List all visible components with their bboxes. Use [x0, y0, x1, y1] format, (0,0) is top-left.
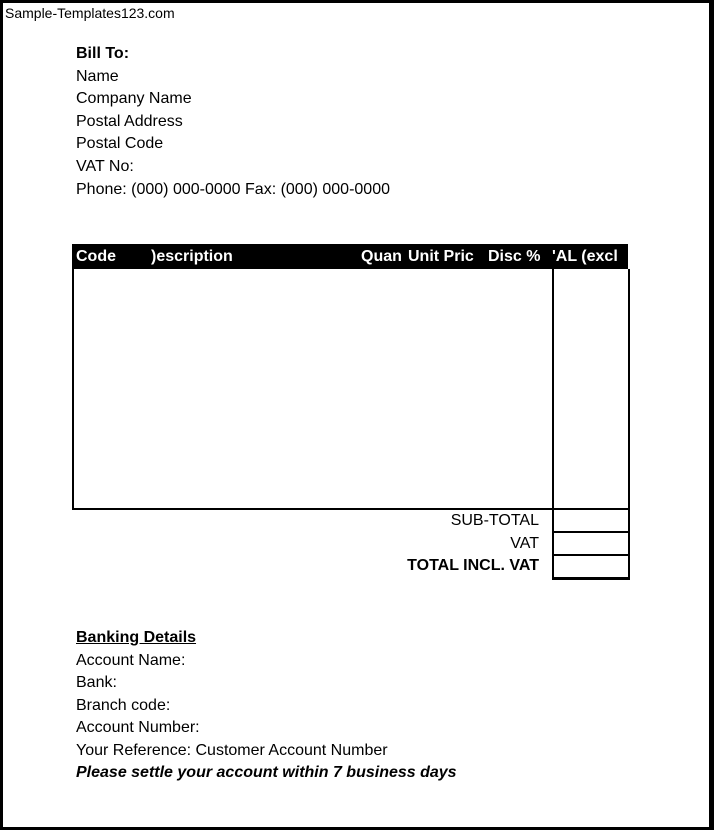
banking-details-section — [76, 627, 457, 785]
bill-to-postal-address: Postal Address — [76, 112, 183, 130]
banking-heading: Banking Details — [76, 629, 197, 646]
vat-label: VAT — [510, 535, 539, 552]
column-header-description: )escription — [151, 248, 233, 265]
table-bottom-border — [72, 508, 553, 510]
subtotal-label: SUB-TOTAL — [450, 512, 539, 529]
watermark: Sample-Templates123.com — [5, 5, 175, 21]
payment-terms-note: Please settle your account within 7 business days — [76, 764, 457, 781]
invoice-page — [3, 3, 709, 827]
table-header — [72, 244, 628, 269]
banking-account-number: Account Number: — [76, 719, 200, 736]
column-header-discount: Disc % — [488, 248, 541, 265]
table-left-border — [72, 269, 74, 509]
banking-branch-code: Branch code: — [76, 696, 171, 714]
bill-to-section — [76, 43, 390, 201]
vat-value-cell[interactable] — [552, 531, 630, 554]
banking-bank: Bank: — [76, 674, 117, 691]
bill-to-heading: Bill To: — [76, 45, 130, 62]
subtotal-value-cell[interactable] — [552, 508, 630, 531]
banking-account-name: Account Name: — [76, 651, 186, 669]
bill-to-phone-fax: Phone: (000) 000-0000 Fax: (000) 000-0000 — [76, 180, 390, 198]
column-header-total-excl: 'AL (excl — [552, 248, 618, 265]
column-header-quantity: Quan — [361, 248, 402, 265]
total-incl-vat-value-cell[interactable] — [552, 554, 630, 580]
column-header-unit-price: Unit Pric — [408, 248, 474, 265]
total-incl-vat-label: TOTAL INCL. VAT — [407, 557, 539, 574]
banking-reference: Your Reference: Customer Account Number — [76, 741, 388, 759]
bill-to-vat-no: VAT No: — [76, 157, 134, 175]
bill-to-company: Company Name — [76, 90, 192, 108]
bill-to-name: Name — [76, 67, 119, 85]
line-total-column[interactable] — [552, 269, 630, 508]
column-header-code: Code — [76, 248, 116, 265]
bill-to-postal-code: Postal Code — [76, 135, 164, 153]
